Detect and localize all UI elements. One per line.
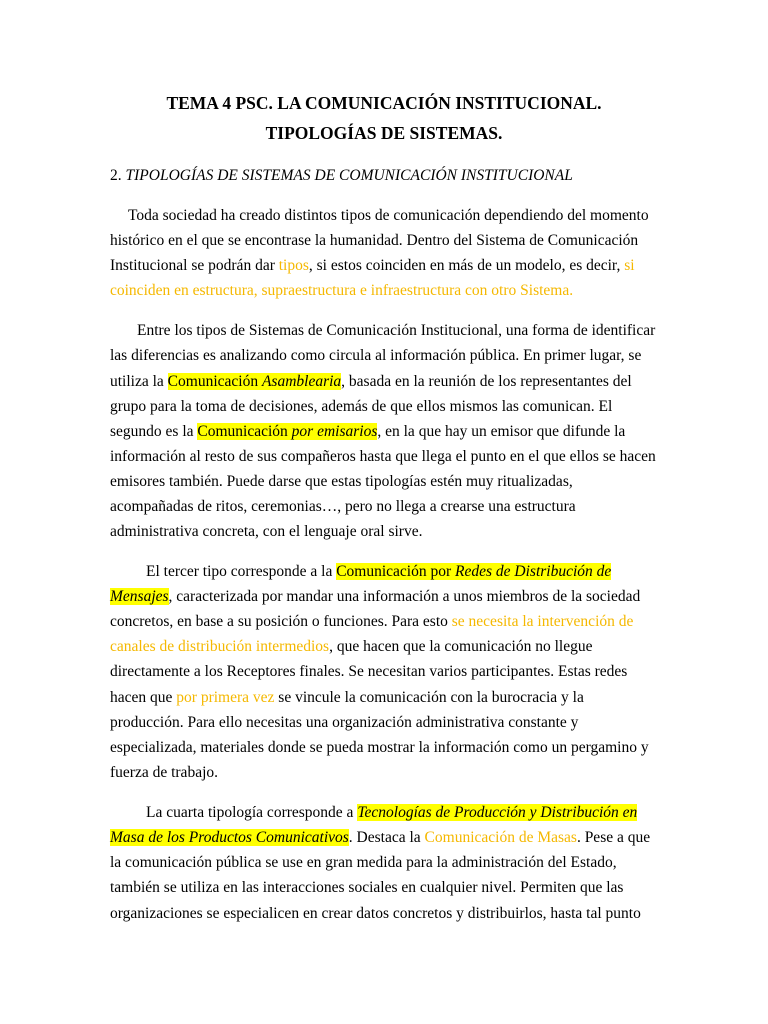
highlighted-term: Tecnologías de Producción y Distribución en	[357, 804, 638, 821]
paragraph-line: fuerza de trabajo.	[110, 764, 219, 781]
orange-term: Comunicación de Masas	[424, 829, 577, 846]
paragraph-line: Mensajes, caracterizada por mandar una información a unos miembros de la sociedad	[110, 588, 641, 605]
paragraph-line: utiliza la Comunicación Asamblearia, basada en la reunión de los representantes del	[110, 373, 632, 390]
highlighted-term: Comunicación por emisarios	[197, 423, 378, 440]
paragraph-line: la comunicación pública se use en gran medida para la administración del Estado,	[110, 854, 617, 871]
paragraph-line: Toda sociedad ha creado distintos tipos de comunicación dependiendo del momento	[128, 207, 649, 224]
paragraph-line: organizaciones se especialicen en crear datos concretos y distribuirlos, hasta tal punto	[110, 905, 641, 922]
paragraph-line: emisores también. Puede darse que estas tipologías estén muy ritualizadas,	[110, 473, 573, 490]
section-number: 2.	[110, 167, 122, 184]
orange-term: por primera vez	[176, 689, 275, 706]
paragraph-line: las diferencias es analizando como circula al información pública. En primer lugar, se	[110, 347, 642, 364]
paragraph-line: El tercer tipo corresponde a la Comunicación por Redes de Distribución de	[146, 563, 612, 580]
paragraph-line: acompañadas de ritos, ceremonias…, pero no llega a crearse una estructura	[110, 498, 576, 515]
orange-term: canales de distribución intermedios	[110, 638, 330, 655]
orange-term: se necesita la intervención de	[451, 613, 634, 630]
paragraph-line: coinciden en estructura, supraestructura e infraestructura con otro Sistema.	[110, 282, 574, 299]
document-title-line-2: TIPOLOGÍAS DE SISTEMAS.	[265, 123, 503, 143]
paragraph-line: concretos, en base a su posición o funciones. Para esto se necesita la intervención de	[110, 613, 634, 630]
orange-term: tipos	[278, 257, 309, 274]
section-heading	[110, 166, 573, 186]
paragraph-line: información al resto de sus compañeros hasta que llega el punto en el que ellos se hacen	[110, 448, 656, 465]
paragraph-line: canales de distribución intermedios, que hacen que la comunicación no llegue	[110, 638, 593, 655]
paragraph-line: histórico en el que se encontrase la humanidad. Dentro del Sistema de Comunicación	[110, 232, 639, 249]
paragraph-line: administrativa concreta, con el lenguaje oral sirve.	[110, 523, 423, 540]
paragraph-line: directamente a los Receptores finales. Se necesitan varios participantes. Estas redes	[110, 663, 628, 680]
paragraph-line: Entre los tipos de Sistemas de Comunicación Institucional, una forma de identificar	[137, 322, 656, 339]
paragraph-line: grupo para la toma de decisiones, además de que ellos mismos las comunican. El	[110, 398, 613, 415]
paragraph-line: hacen que por primera vez se vincule la comunicación con la burocracia y la	[110, 689, 584, 706]
section-title: TIPOLOGÍAS DE SISTEMAS DE COMUNICACIÓN INSTITUCIONAL	[125, 167, 573, 184]
highlighted-term: Comunicación por Redes de Distribución de	[336, 563, 612, 580]
paragraph-line: especializada, materiales donde se pueda mostrar la información como un pergamino y	[110, 739, 649, 756]
paragraph-line: producción. Para ello necesitas una organización administrativa constante y	[110, 714, 579, 731]
highlighted-term: Comunicación Asamblearia	[167, 373, 342, 390]
paragraph-line: La cuarta tipología corresponde a Tecnologías de Producción y Distribución en	[146, 804, 638, 821]
highlighted-term: Masa de los Productos Comunicativos	[110, 829, 349, 846]
paragraph-line: también se utiliza en las interacciones sociales en cualquier nivel. Permiten que las	[110, 879, 624, 896]
paragraph-line: segundo es la Comunicación por emisarios, en la que hay un emisor que difunde la	[110, 423, 626, 440]
paragraph-line: Institucional se podrán dar tipos, si estos coinciden en más de un modelo, es decir, si	[110, 257, 635, 274]
orange-term: si	[624, 257, 635, 274]
document-title-line-1: TEMA 4 PSC. LA COMUNICACIÓN INSTITUCIONAL.	[166, 93, 602, 113]
paragraph-line: Masa de los Productos Comunicativos. Destaca la Comunicación de Masas. Pese a que	[110, 829, 651, 846]
highlighted-term: Mensajes	[110, 588, 169, 605]
